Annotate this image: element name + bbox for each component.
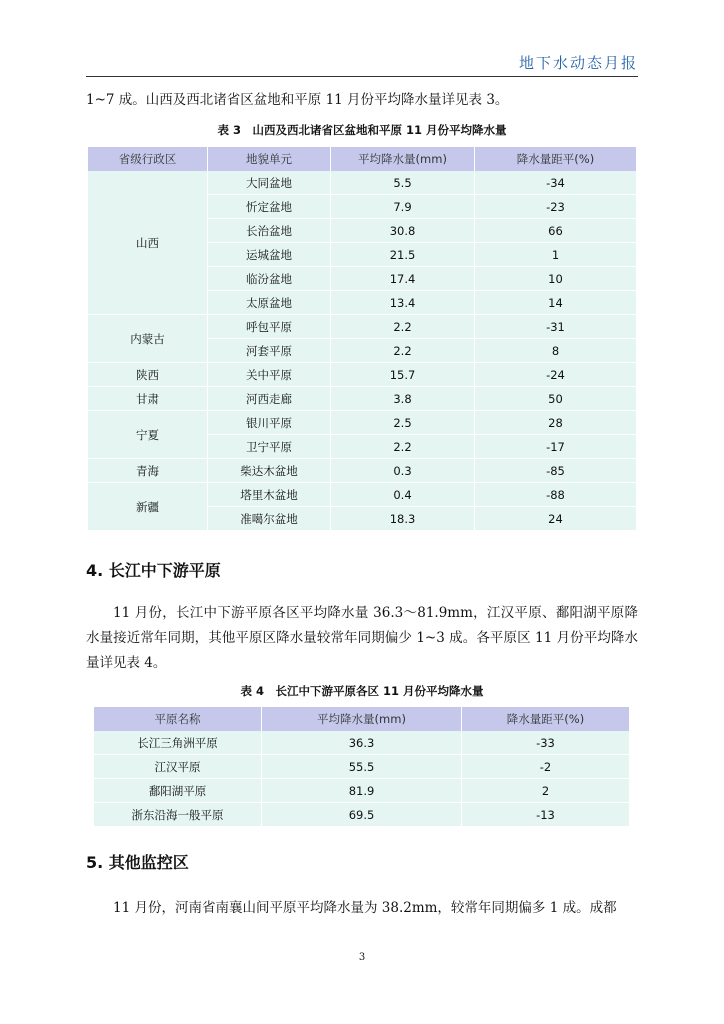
unit-cell: 河套平原 [208, 339, 331, 363]
table3-header-province: 省级行政区 [88, 147, 208, 171]
province-cell: 甘肃 [88, 387, 208, 411]
unit-cell: 临汾盆地 [208, 267, 331, 291]
table4-header-anomaly: 降水量距平(%) [462, 707, 629, 731]
table-row [88, 171, 636, 195]
plain-name-cell: 浙东沿海一般平原 [94, 803, 262, 827]
unit-cell: 准噶尔盆地 [208, 507, 331, 531]
table-row [88, 387, 636, 411]
table4-caption: 表 4 长江中下游平原各区 11 月份平均降水量 [240, 684, 484, 698]
table3 [88, 147, 636, 531]
table3-header-row [88, 147, 636, 171]
precip-cell: 15.7 [331, 363, 475, 387]
unit-cell: 柴达木盆地 [208, 459, 331, 483]
section4-title: 4. 长江中下游平原 [86, 561, 221, 580]
precip-cell: 7.9 [331, 195, 475, 219]
table3-header-precip: 平均降水量(mm) [331, 147, 475, 171]
table4-header-row [94, 707, 629, 731]
precip-cell: 18.3 [331, 507, 475, 531]
table-row [88, 363, 636, 387]
province-cell: 青海 [88, 459, 208, 483]
unit-cell: 长治盆地 [208, 219, 331, 243]
table-row [88, 483, 636, 507]
anomaly-cell: -13 [462, 803, 629, 827]
precip-cell: 36.3 [262, 731, 462, 755]
plain-name-cell: 长江三角洲平原 [94, 731, 262, 755]
anomaly-cell: -34 [475, 171, 636, 195]
precip-cell: 3.8 [331, 387, 475, 411]
unit-cell: 河西走廊 [208, 387, 331, 411]
precip-cell: 81.9 [262, 779, 462, 803]
page-number: 3 [358, 952, 366, 963]
precip-cell: 5.5 [331, 171, 475, 195]
table4 [94, 707, 629, 827]
anomaly-cell: -2 [462, 755, 629, 779]
unit-cell: 关中平原 [208, 363, 331, 387]
anomaly-cell: -24 [475, 363, 636, 387]
plain-name-cell: 鄱阳湖平原 [94, 779, 262, 803]
table-row [88, 411, 636, 435]
anomaly-cell: 1 [475, 243, 636, 267]
table3-caption: 表 3 山西及西北诸省区盆地和平原 11 月份平均降水量 [217, 123, 507, 137]
table4-header-name: 平原名称 [94, 707, 262, 731]
province-cell: 内蒙古 [88, 315, 208, 363]
paragraph-intro: 1~7 成。山西及西北诸省区盆地和平原 11 月份平均降水量详见表 3。 [86, 92, 509, 108]
unit-cell: 塔里木盆地 [208, 483, 331, 507]
unit-cell: 运城盆地 [208, 243, 331, 267]
province-cell: 新疆 [88, 483, 208, 531]
precip-cell: 2.2 [331, 435, 475, 459]
table-row [94, 779, 629, 803]
anomaly-cell: 66 [475, 219, 636, 243]
table-row [88, 459, 636, 483]
plain-name-cell: 江汉平原 [94, 755, 262, 779]
unit-cell: 呼包平原 [208, 315, 331, 339]
precip-cell: 21.5 [331, 243, 475, 267]
table4-header-precip: 平均降水量(mm) [262, 707, 462, 731]
anomaly-cell: -31 [475, 315, 636, 339]
anomaly-cell: 50 [475, 387, 636, 411]
precip-cell: 2.5 [331, 411, 475, 435]
paragraph-yangtze: 11 月份，长江中下游平原各区平均降水量 36.3～81.9mm，江汉平原、鄱阳湖平原降水量接近常年同期，其他平原区降水量较常年同期偏少 1~3 成。各平原区 11 月份平均降水量详见表 4。 [86, 605, 638, 671]
header-title: 地下水动态月报 [518, 54, 638, 72]
precip-cell: 2.2 [331, 315, 475, 339]
unit-cell: 太原盆地 [208, 291, 331, 315]
precip-cell: 0.4 [331, 483, 475, 507]
table-row [94, 731, 629, 755]
anomaly-cell: -17 [475, 435, 636, 459]
anomaly-cell: -23 [475, 195, 636, 219]
province-cell: 宁夏 [88, 411, 208, 459]
anomaly-cell: 24 [475, 507, 636, 531]
precip-cell: 17.4 [331, 267, 475, 291]
anomaly-cell: 10 [475, 267, 636, 291]
section5-title: 5. 其他监控区 [86, 853, 189, 872]
table3-header-anomaly: 降水量距平(%) [475, 147, 636, 171]
anomaly-cell: 8 [475, 339, 636, 363]
precip-cell: 69.5 [262, 803, 462, 827]
unit-cell: 大同盆地 [208, 171, 331, 195]
table-row [88, 315, 636, 339]
precip-cell: 13.4 [331, 291, 475, 315]
table-row [94, 755, 629, 779]
table3-header-unit: 地貌单元 [208, 147, 331, 171]
anomaly-cell: -33 [462, 731, 629, 755]
table-row [94, 803, 629, 827]
anomaly-cell: 28 [475, 411, 636, 435]
precip-cell: 30.8 [331, 219, 475, 243]
precip-cell: 0.3 [331, 459, 475, 483]
anomaly-cell: 14 [475, 291, 636, 315]
province-cell: 山西 [88, 171, 208, 315]
anomaly-cell: -88 [475, 483, 636, 507]
province-cell: 陕西 [88, 363, 208, 387]
anomaly-cell: 2 [462, 779, 629, 803]
unit-cell: 卫宁平原 [208, 435, 331, 459]
paragraph-other: 11 月份，河南省南襄山间平原平均降水量为 38.2mm，较常年同期偏多 1 成。成都 [113, 900, 617, 916]
anomaly-cell: -85 [475, 459, 636, 483]
unit-cell: 银川平原 [208, 411, 331, 435]
header-rule [86, 76, 638, 77]
unit-cell: 忻定盆地 [208, 195, 331, 219]
precip-cell: 2.2 [331, 339, 475, 363]
precip-cell: 55.5 [262, 755, 462, 779]
